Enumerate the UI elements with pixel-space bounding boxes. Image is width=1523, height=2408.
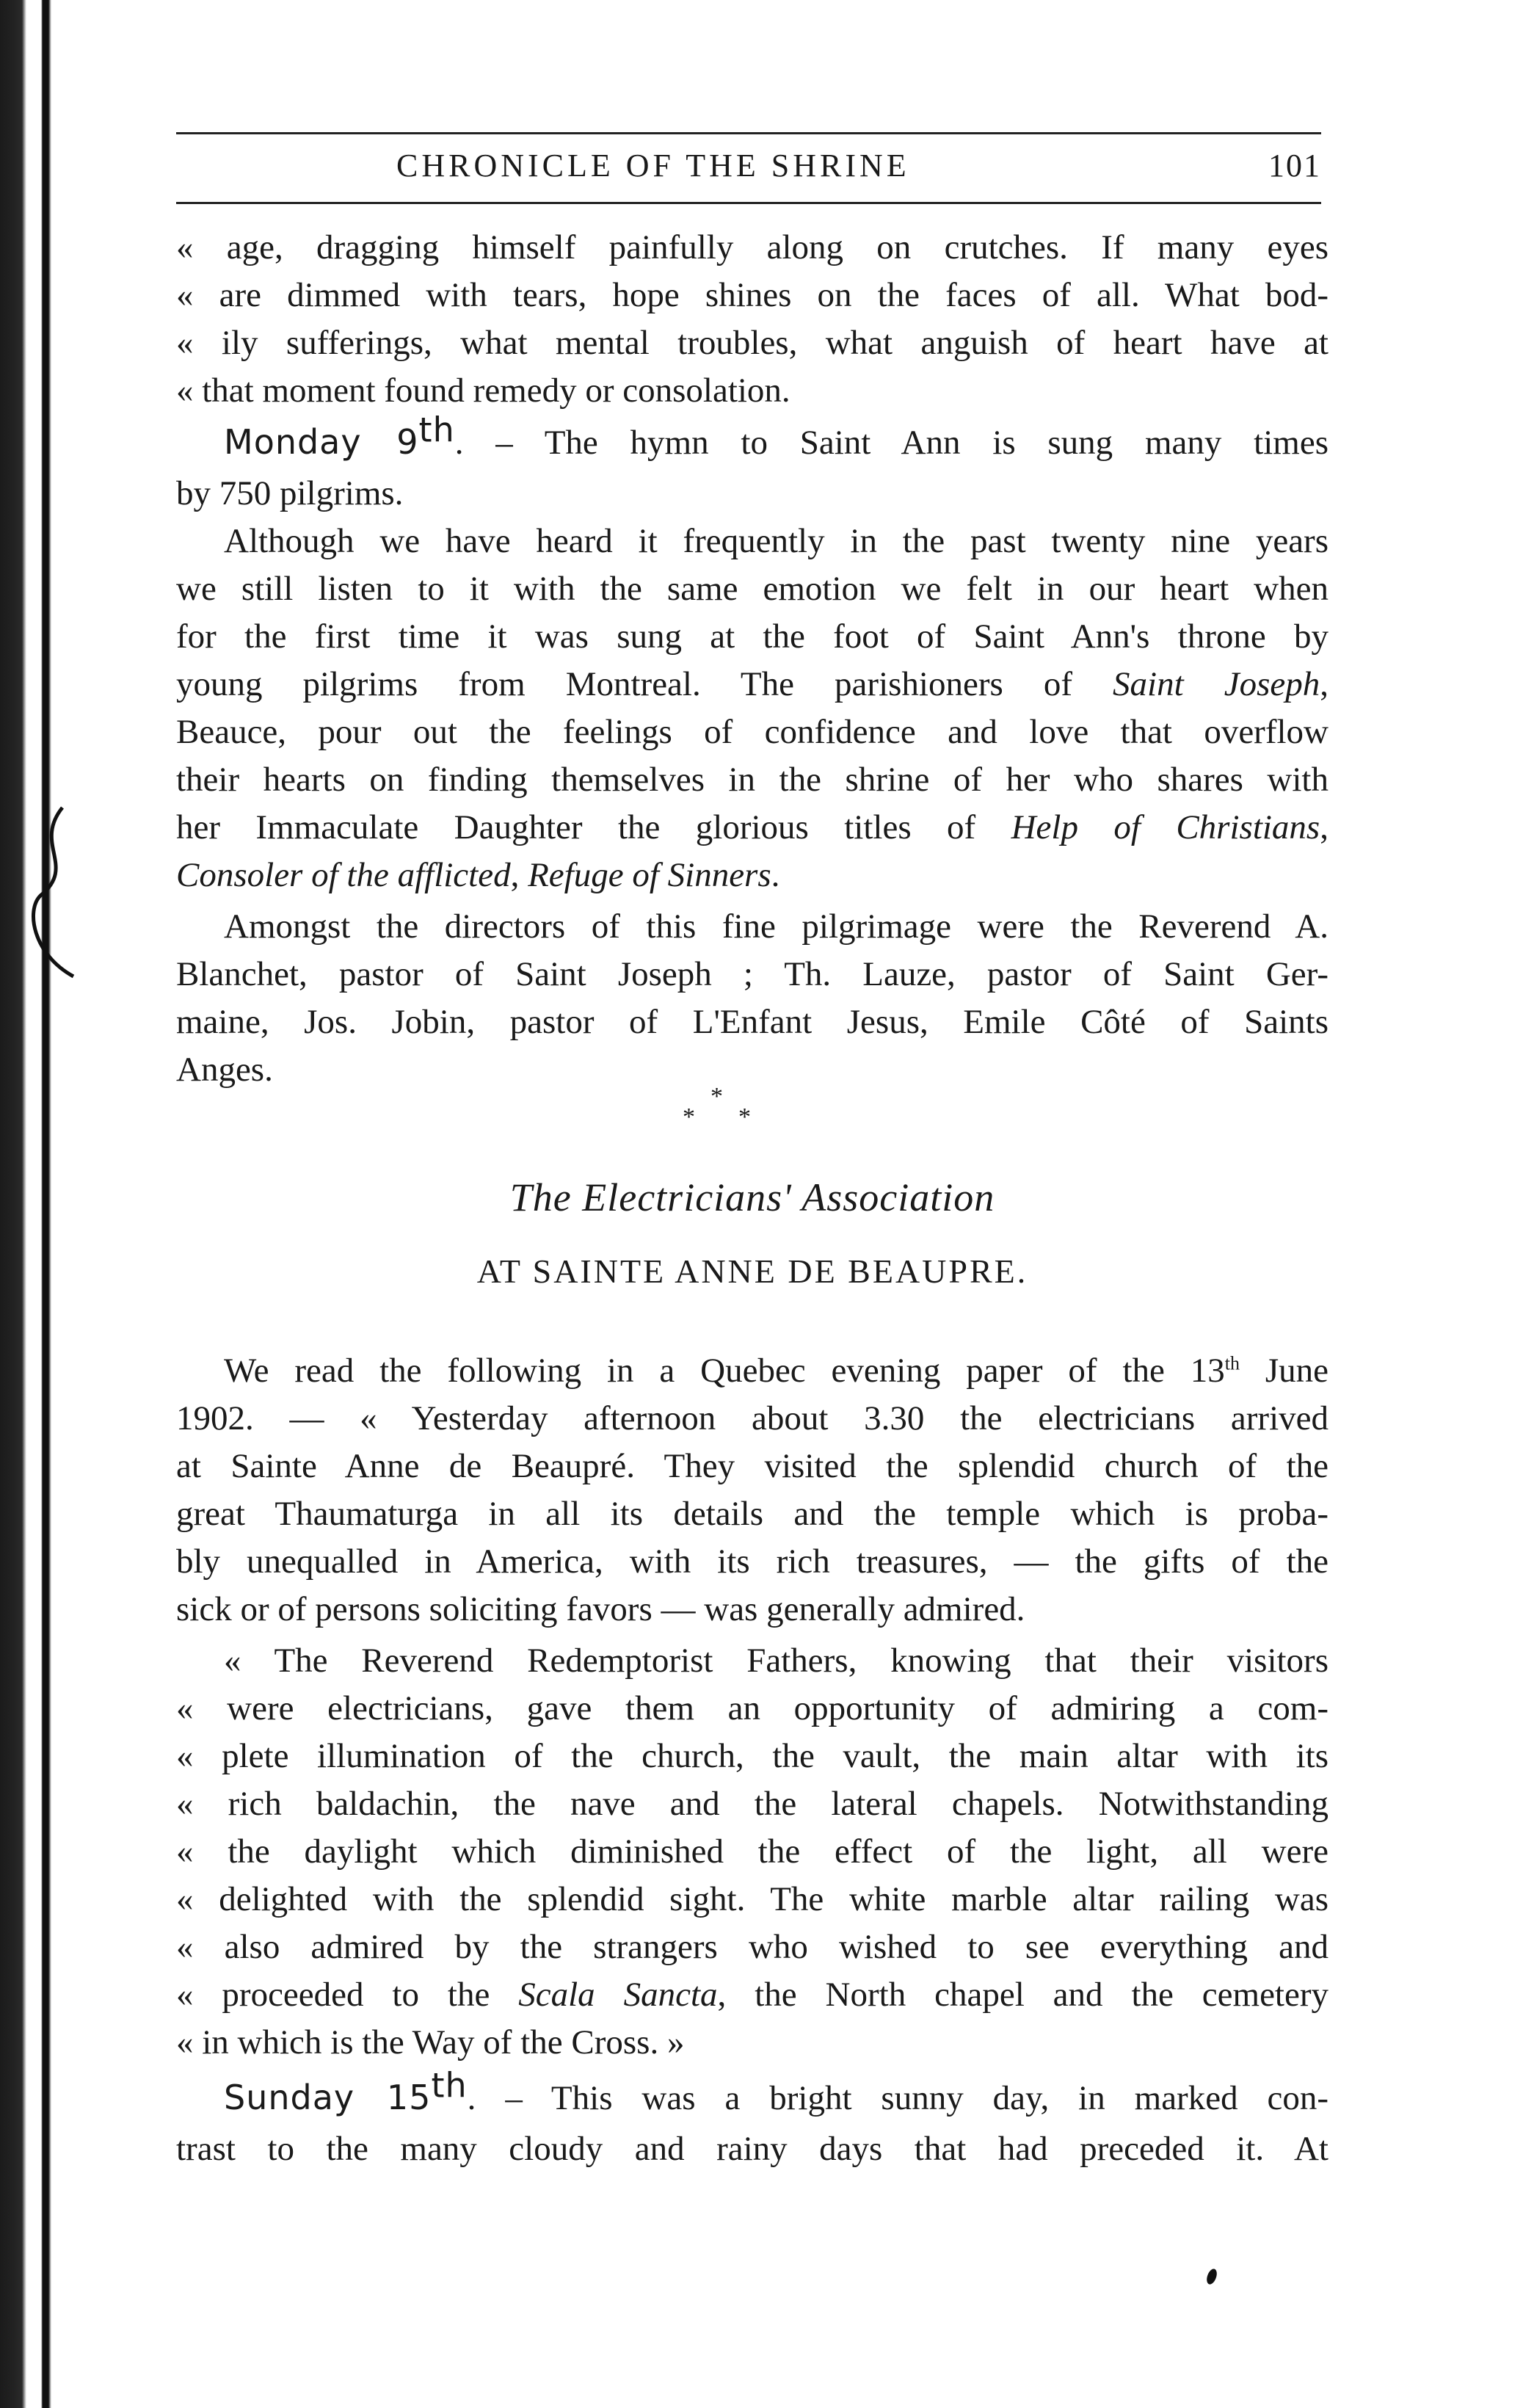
- text-run: .: [771, 856, 780, 894]
- text-run: young pilgrims from Montreal. The parishioners of: [176, 665, 1113, 703]
- italic-text: Saint Joseph: [1113, 665, 1320, 703]
- text-run: We read the following in a Quebec evening paper of the 13: [224, 1352, 1225, 1390]
- entry-text: . – The hymn to Saint Ann is sung many times: [454, 424, 1328, 462]
- text-line: by 750 pilgrims.: [176, 474, 404, 512]
- asterisk-ornament: *: [683, 1103, 695, 1131]
- header-top-rule: [176, 132, 1321, 134]
- text-line: « also admired by the strangers who wished to see everything and: [176, 1928, 1328, 1966]
- text-run: ,: [1320, 665, 1328, 703]
- text-line: « age, dragging himself painfully along on crutches. If many eyes: [176, 228, 1328, 266]
- text-line: « were electricians, gave them an opportunity of admiring a com-: [176, 1689, 1328, 1727]
- text-line: [176, 1971, 1328, 2019]
- text-line: [176, 1347, 1328, 1395]
- text-line: bly unequalled in America, with its rich treasures, — the gifts of the: [176, 1542, 1328, 1581]
- section-ornament: [683, 1083, 756, 1142]
- ink-dot: [1205, 2268, 1219, 2286]
- text-line: « rich baldachin, the nave and the lateral chapels. Notwithstanding: [176, 1785, 1328, 1823]
- text-line: for the first time it was sung at the foot of Saint Ann's throne by: [176, 617, 1328, 656]
- entry-text: . – This was a bright sunny day, in marked con-: [467, 2079, 1329, 2117]
- spine-speck: [44, 1799, 47, 1813]
- text-line: [176, 661, 1328, 708]
- ordinal-suffix: th: [1224, 1352, 1240, 1374]
- text-line: « in which is the Way of the Cross. »: [176, 2023, 685, 2061]
- italic-text: Refuge of Sinners: [528, 856, 771, 894]
- asterisk-ornament: *: [738, 1103, 751, 1131]
- text-line: « are dimmed with tears, hope shines on the faces of all. What bod-: [176, 276, 1328, 314]
- text-line: « plete illumination of the church, the vault, the main altar with its: [176, 1737, 1328, 1775]
- text-line: great Thaumaturga in all its details and the temple which is proba-: [176, 1495, 1328, 1533]
- text-line: « ily sufferings, what mental troubles, what anguish of heart have at: [176, 324, 1328, 362]
- text-run: « proceeded to the: [176, 1976, 519, 2014]
- text-line: maine, Jos. Jobin, pastor of L'Enfant Jesus, Emile Côté of Saints: [176, 1003, 1328, 1041]
- text-line: 1902. — « Yesterday afternoon about 3.30 the electricians arrived: [176, 1399, 1328, 1437]
- text-line: trast to the many cloudy and rainy days that had preceded it. At: [176, 2130, 1328, 2168]
- page-number: 101: [1268, 148, 1321, 184]
- text-line: [176, 852, 1328, 899]
- text-run: , the North chapel and the cemetery: [717, 1976, 1329, 2014]
- header-bottom-rule: [176, 202, 1321, 204]
- entry-day-label: Monday 9: [224, 422, 419, 462]
- text-line: [176, 804, 1328, 852]
- text-run: ,: [510, 856, 528, 894]
- text-run: ,: [1320, 808, 1328, 846]
- ordinal-suffix: th: [418, 410, 455, 450]
- italic-text: Help of Christians: [1011, 808, 1320, 846]
- text-line: at Sainte Anne de Beaupré. They visited the splendid church of the: [176, 1447, 1328, 1485]
- text-run: June: [1239, 1352, 1329, 1390]
- ordinal-suffix: th: [431, 2065, 468, 2106]
- section-title: The Electricians' Association: [509, 1175, 995, 1219]
- text-line: their hearts on finding themselves in the shrine of her who shares with: [176, 761, 1328, 799]
- margin-flourish-mark: [18, 800, 84, 984]
- text-line: Anges.: [176, 1051, 273, 1089]
- text-line: sick or of persons soliciting favors — was generally admired.: [176, 1590, 1025, 1628]
- italic-text: Scala Sancta: [518, 1976, 718, 2014]
- text-line: Beauce, pour out the feelings of confidence and love that overflow: [176, 713, 1328, 751]
- diary-entry-monday: [176, 410, 1328, 467]
- book-spine-shadow: [0, 0, 92, 2408]
- section-subtitle: AT SAINTE ANNE DE BEAUPRE.: [476, 1252, 1028, 1290]
- running-header-title: CHRONICLE OF THE SHRINE: [396, 148, 910, 184]
- text-line: Although we have heard it frequently in the past twenty nine years: [224, 522, 1328, 560]
- text-line: « The Reverend Redemptorist Fathers, knowing that their visitors: [224, 1642, 1328, 1680]
- diary-entry-sunday: [176, 2065, 1329, 2122]
- running-header: [176, 147, 1321, 191]
- text-line: « delighted with the splendid sight. The white marble altar railing was: [176, 1880, 1328, 1918]
- text-line: Blanchet, pastor of Saint Joseph ; Th. Lauze, pastor of Saint Ger-: [176, 955, 1328, 993]
- text-line: « the daylight which diminished the effect of the light, all were: [176, 1832, 1328, 1871]
- asterisk-ornament: *: [710, 1083, 723, 1110]
- text-line: Amongst the directors of this fine pilgrimage were the Reverend A.: [224, 907, 1328, 946]
- entry-day-label: Sunday 15: [224, 2078, 432, 2117]
- spine-speck: [44, 1321, 47, 1332]
- text-run: her Immaculate Daughter the glorious titles of: [176, 808, 1011, 846]
- italic-text: Consoler of the afflicted: [176, 856, 511, 894]
- text-line: « that moment found remedy or consolation.: [176, 371, 790, 410]
- text-line: we still listen to it with the same emotion we felt in our heart when: [176, 570, 1328, 608]
